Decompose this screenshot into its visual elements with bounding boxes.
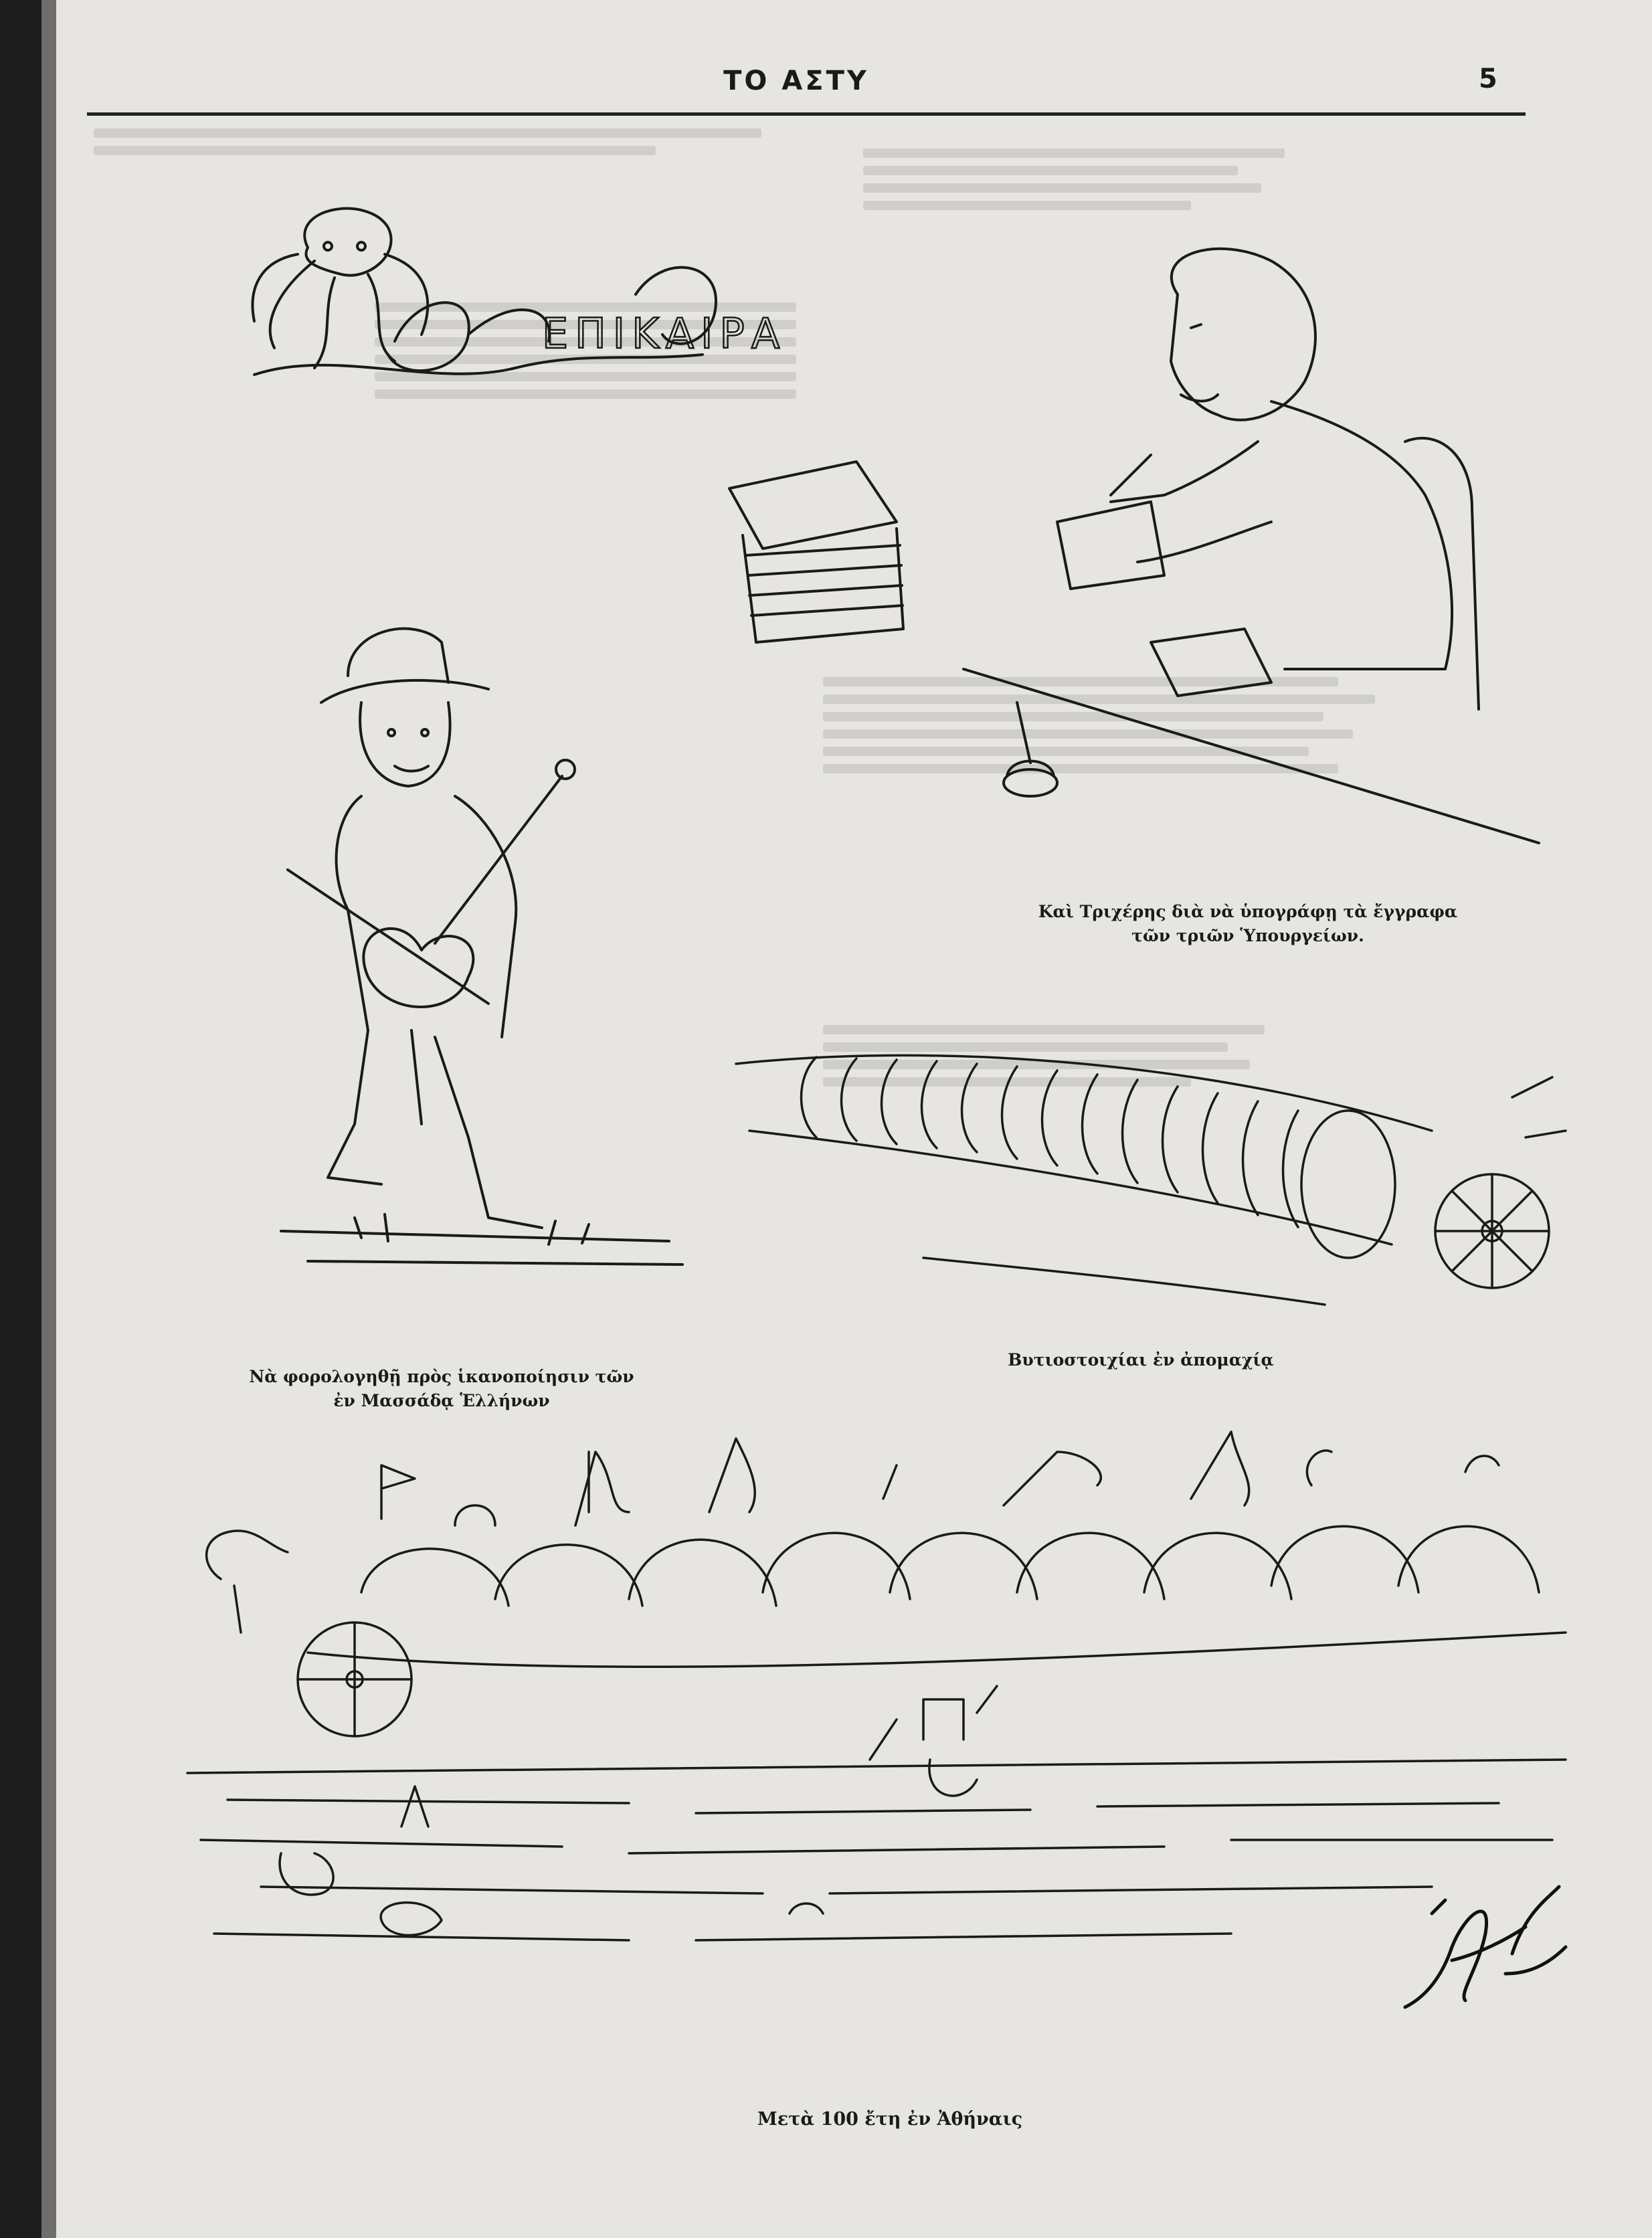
newspaper-title: ΤΟ ΑΣΤΥ — [723, 66, 869, 96]
caption-carts: Βυτιοστοιχίαι ἐν ἀπομαχίᾳ — [1008, 1350, 1274, 1370]
caption-trikoupis: Καὶ Τριχέρης διὰ νὰ ὑπογράφῃ τὰ ἔγγραφα τῶν τριῶν Ὑπουργείων. — [1038, 902, 1458, 945]
barrel-carts-illustration — [723, 1017, 1572, 1365]
masthead-lettering: ΕΠΙΚΑΙΡΑ — [542, 309, 787, 358]
page-number: 5 — [1479, 64, 1497, 94]
header-rule — [87, 112, 1526, 116]
caption-bottom: Μετὰ 100 ἔτη ἐν Ἀθήναις — [757, 2109, 1023, 2130]
artist-signature — [1392, 1873, 1592, 2027]
binding-shadow — [41, 0, 56, 2238]
athens-in-100-years-illustration — [161, 1412, 1599, 2014]
book-binding — [0, 0, 41, 2238]
trikoupis-writing-illustration — [682, 241, 1552, 856]
violinist-illustration — [268, 602, 696, 1338]
caption-violinist: Νὰ φορολογηθῇ πρὸς ἱκανοποίησιν τῶν ἐν Μασσάδᾳ Ἑλλήνων — [249, 1367, 634, 1410]
